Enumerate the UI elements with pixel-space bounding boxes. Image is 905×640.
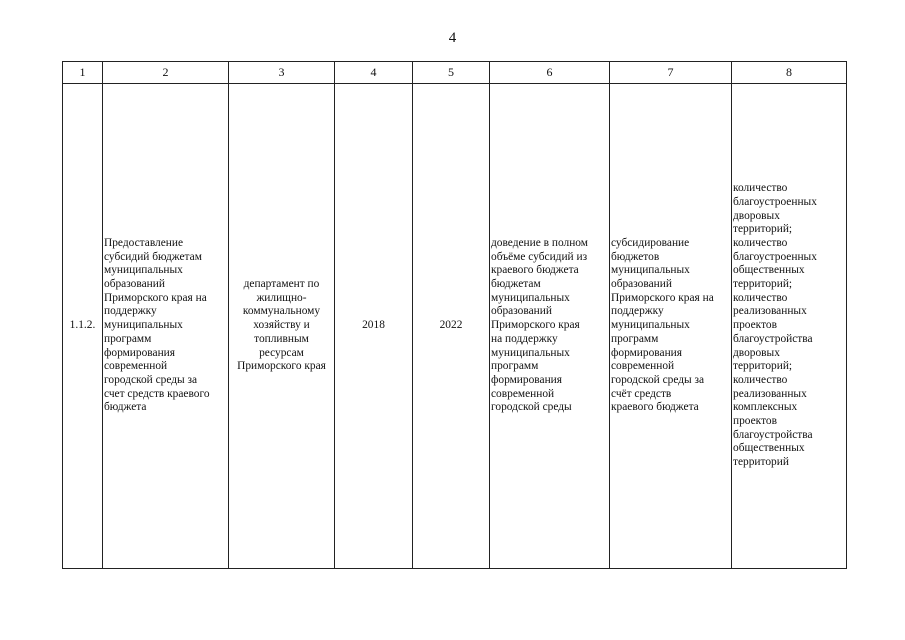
header-col-6: 6	[490, 62, 610, 84]
start-year: 2018	[335, 84, 413, 569]
table-row	[63, 84, 847, 569]
expected-result: доведение в полном объёме субсидий из краевого бюджета бюджетам муниципальных образований Приморского края на поддержку муниципальных программ формирования современной городской среды	[490, 84, 610, 569]
program-activities-table	[62, 61, 847, 569]
header-col-8: 8	[732, 62, 847, 84]
header-col-1: 1	[63, 62, 103, 84]
header-col-3: 3	[229, 62, 335, 84]
responsible-executor: департамент по жилищно- коммунальному хозяйству и топливным ресурсам Приморского края	[229, 84, 335, 569]
header-col-5: 5	[413, 62, 490, 84]
activity-name: Предоставление субсидий бюджетам муниципальных образований Приморского края на поддержку муниципальных программ формирования современной городской среды за счет средств краевого бюджета	[103, 84, 229, 569]
end-year: 2022	[413, 84, 490, 569]
activity-description: субсидирование бюджетов муниципальных образований Приморского края на поддержку муниципальных программ формирования современной городской среды за счёт средств краевого бюджета	[610, 84, 732, 569]
header-col-2: 2	[103, 62, 229, 84]
header-col-7: 7	[610, 62, 732, 84]
page-number: 4	[448, 30, 457, 46]
target-indicators: количество благоустроенных дворовых территорий; количество благоустроенных общественных территорий; количество реализованных проектов благоустройства дворовых территорий; количество реализованных комплексных проектов благоустройства общественных территорий	[732, 84, 847, 569]
header-col-4: 4	[335, 62, 413, 84]
table-header-row	[63, 62, 847, 84]
row-number: 1.1.2.	[63, 84, 103, 569]
